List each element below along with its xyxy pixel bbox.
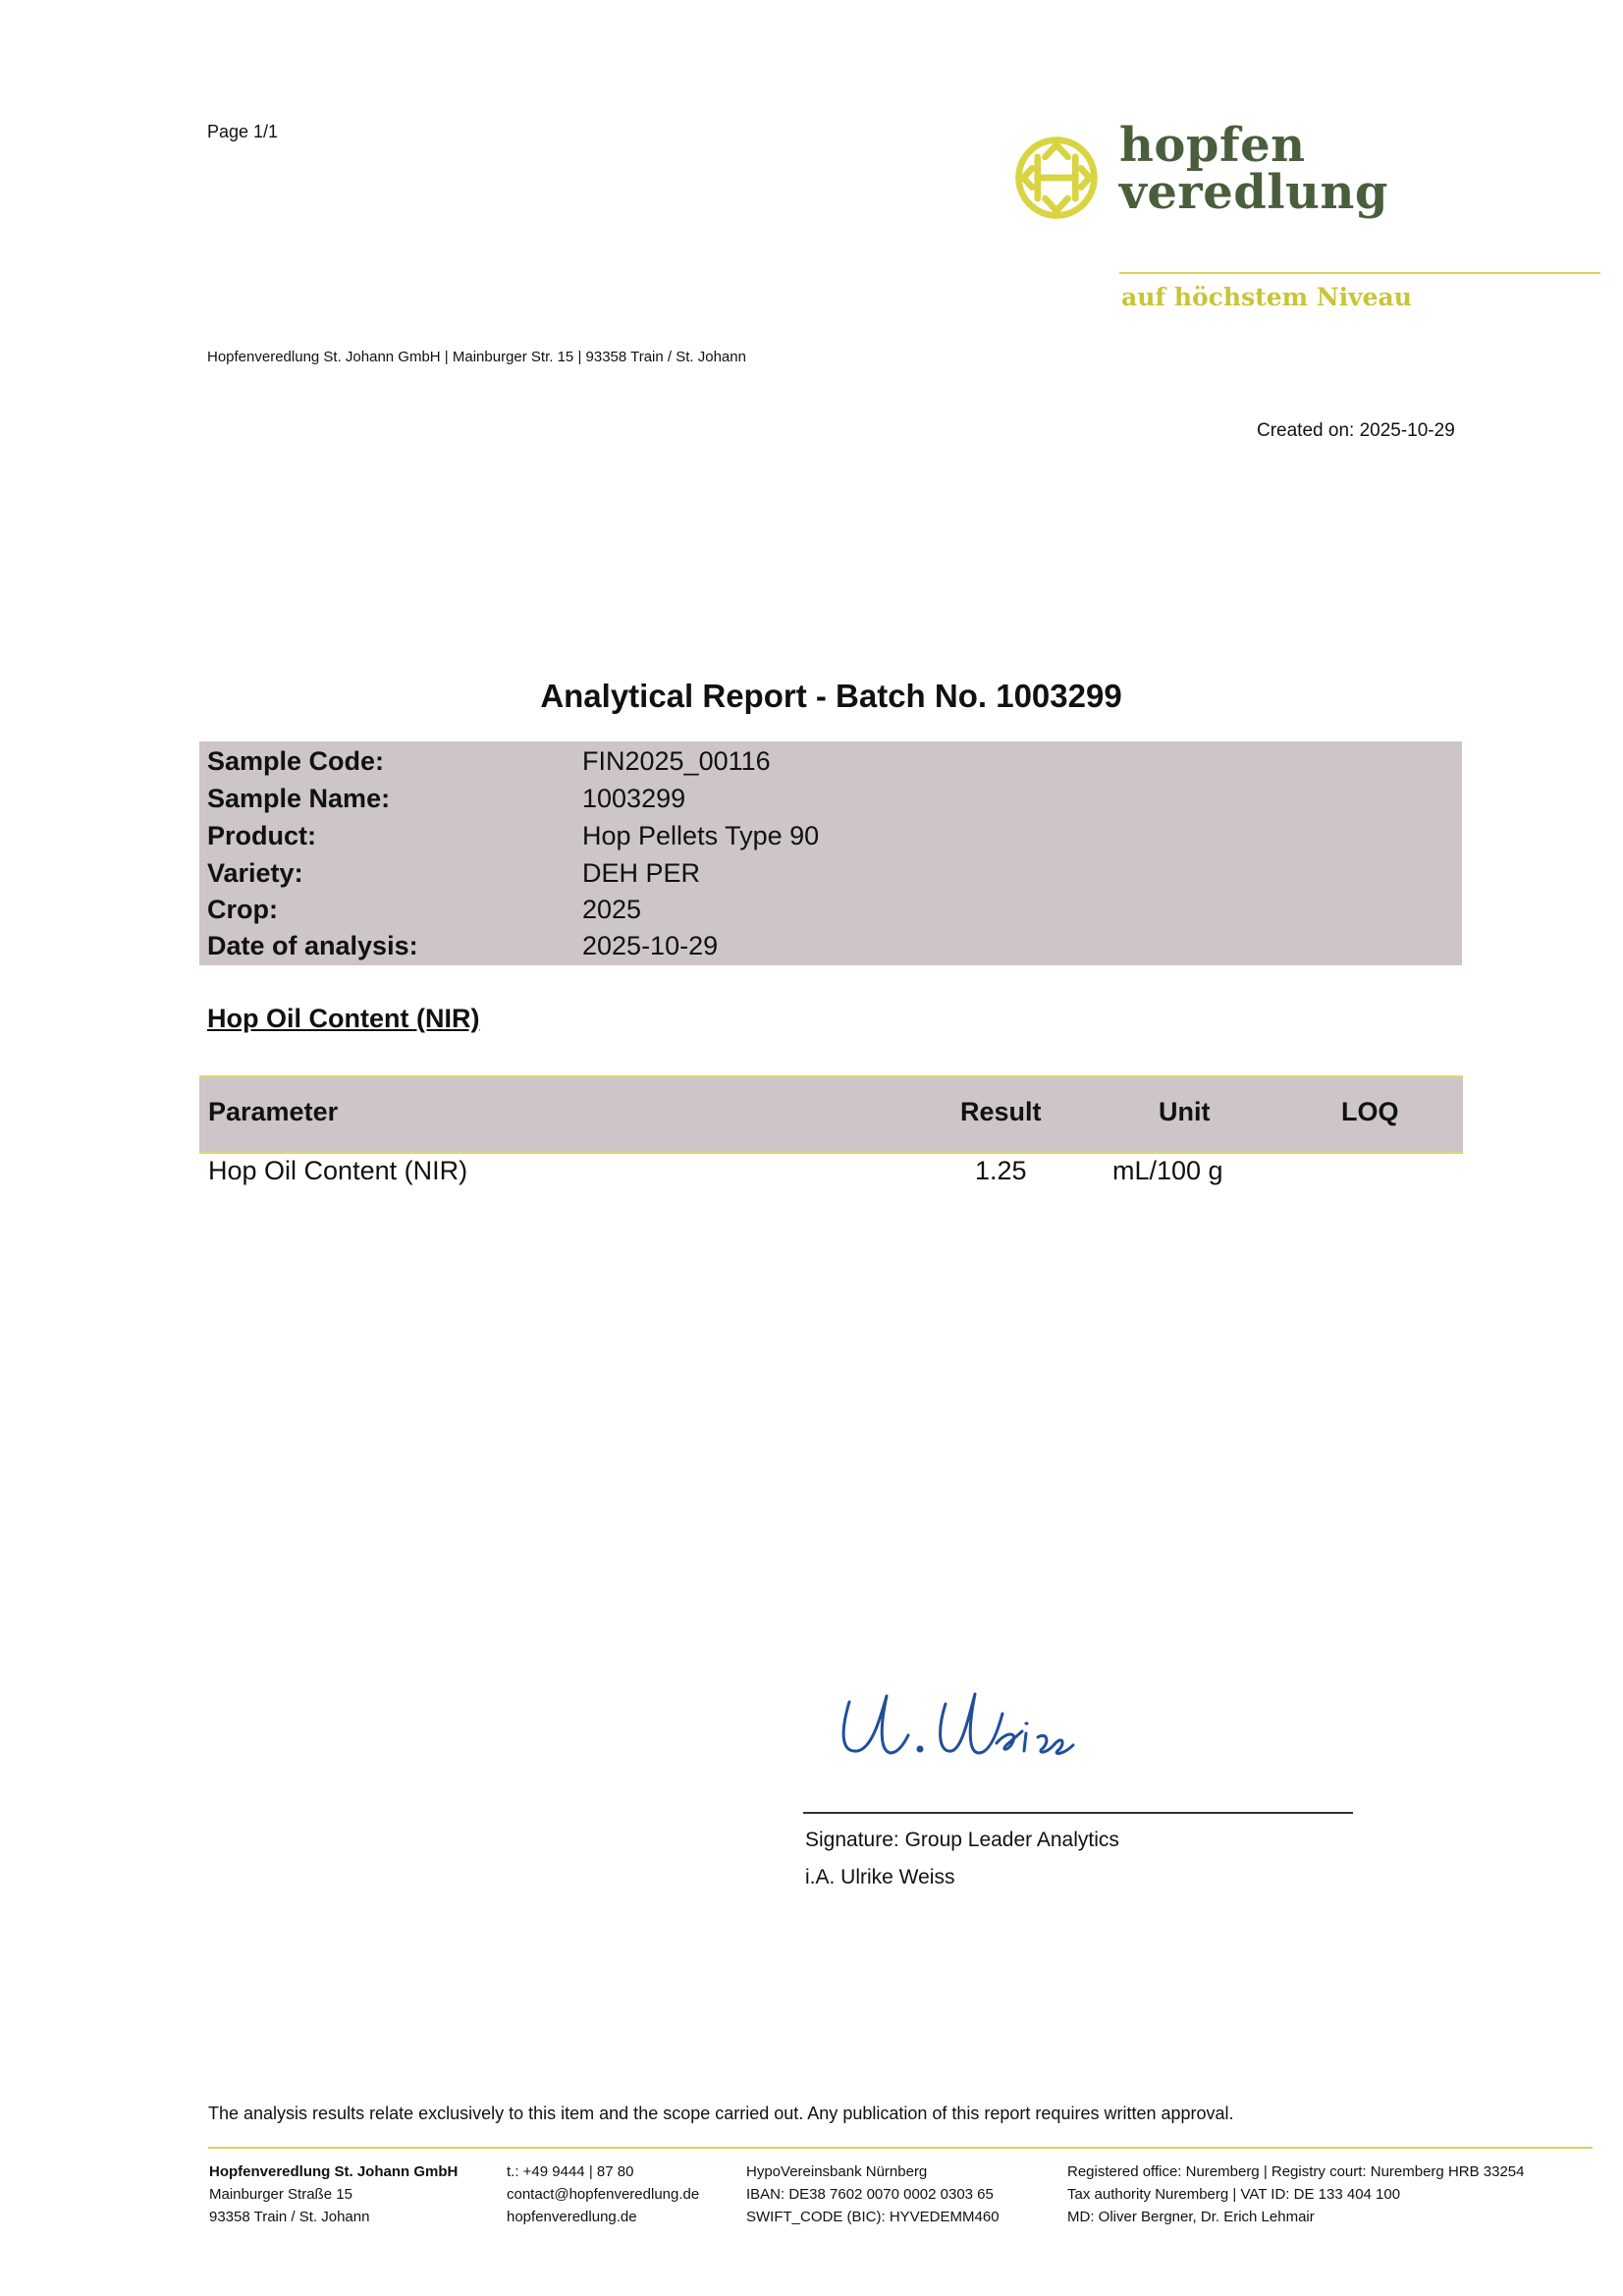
signature-role: Signature: Group Leader Analytics xyxy=(805,1829,1119,1851)
info-row-sample-name xyxy=(199,780,1462,817)
footer-website[interactable]: hopfenveredlung.de xyxy=(507,2209,637,2225)
info-label: Date of analysis: xyxy=(207,931,418,960)
footer-company-name: Hopfenveredlung St. Johann GmbH xyxy=(209,2163,459,2180)
info-row-variety xyxy=(199,854,1462,892)
footer-managing-directors: MD: Oliver Bergner, Dr. Erich Lehmair xyxy=(1067,2209,1315,2225)
footer-registry xyxy=(1067,2160,1525,2228)
info-value: FIN2025_00116 xyxy=(582,746,771,776)
footer-divider xyxy=(208,2147,1593,2149)
results-table-header xyxy=(199,1075,1463,1154)
disclaimer: The analysis results relate exclusively to this item and the scope carried out. Any publication of this report requires written approval. xyxy=(208,2104,1234,2123)
info-value: Hop Pellets Type 90 xyxy=(582,821,820,850)
footer-company-street: Mainburger Straße 15 xyxy=(209,2186,352,2203)
info-value: 2025 xyxy=(582,895,642,924)
info-label: Sample Code: xyxy=(207,746,385,776)
info-row-product xyxy=(199,817,1462,854)
info-value: 1003299 xyxy=(582,784,686,813)
sample-info-box xyxy=(199,741,1462,965)
footer-company xyxy=(209,2160,458,2228)
info-row-sample-code xyxy=(199,742,1462,780)
created-date: Created on: 2025-10-29 xyxy=(1257,420,1455,441)
logo-divider xyxy=(1119,272,1600,274)
footer-registered-office: Registered office: Nuremberg | Registry court: Nuremberg HRB 33254 xyxy=(1067,2163,1525,2180)
section-title: Hop Oil Content (NIR) xyxy=(207,1004,480,1033)
footer-company-city: 93358 Train / St. Johann xyxy=(209,2209,370,2225)
brand-tagline: auf höchstem Niveau xyxy=(1121,283,1412,311)
column-header-loq: LOQ xyxy=(1341,1097,1399,1126)
info-label: Product: xyxy=(207,821,316,850)
footer-swift: SWIFT_CODE (BIC): HYVEDEMM460 xyxy=(746,2209,1000,2225)
logo-line-2: veredlung xyxy=(1119,165,1388,220)
signature-line xyxy=(803,1812,1353,1814)
footer-tax-authority: Tax authority Nuremberg | VAT ID: DE 133 404 100 xyxy=(1067,2186,1401,2203)
column-header-unit: Unit xyxy=(1159,1097,1211,1126)
handwritten-signature xyxy=(830,1674,1114,1769)
footer-bank-name: HypoVereinsbank Nürnberg xyxy=(746,2163,928,2180)
logo-line-1: hopfen xyxy=(1119,118,1306,173)
hop-logo-icon xyxy=(1009,131,1104,225)
footer-email[interactable]: contact@hopfenveredlung.de xyxy=(507,2186,700,2203)
info-row-date-of-analysis xyxy=(199,927,1462,964)
info-value: DEH PER xyxy=(582,858,701,888)
info-label: Crop: xyxy=(207,895,278,924)
info-label: Sample Name: xyxy=(207,784,391,813)
cell-result: 1.25 xyxy=(975,1156,1027,1185)
signatory-name: i.A. Ulrike Weiss xyxy=(805,1866,955,1888)
brand-logo-text xyxy=(1119,118,1388,220)
sender-address: Hopfenveredlung St. Johann GmbH | Mainburger Str. 15 | 93358 Train / St. Johann xyxy=(207,349,746,365)
info-value: 2025-10-29 xyxy=(582,931,719,960)
footer-phone: t.: +49 9444 | 87 80 xyxy=(507,2163,634,2180)
cell-unit: mL/100 g xyxy=(1112,1156,1223,1185)
info-label: Variety: xyxy=(207,858,303,888)
footer-iban: IBAN: DE38 7602 0070 0002 0303 65 xyxy=(746,2186,994,2203)
column-header-parameter: Parameter xyxy=(208,1097,339,1126)
footer-bank xyxy=(746,2160,1000,2228)
table-row xyxy=(199,1152,1463,1197)
page-number: Page 1/1 xyxy=(207,122,279,141)
cell-parameter: Hop Oil Content (NIR) xyxy=(208,1156,468,1185)
footer-contact xyxy=(507,2160,699,2228)
info-row-crop xyxy=(199,891,1462,928)
column-header-result: Result xyxy=(960,1097,1042,1126)
report-title: Analytical Report - Batch No. 1003299 xyxy=(540,678,1122,714)
